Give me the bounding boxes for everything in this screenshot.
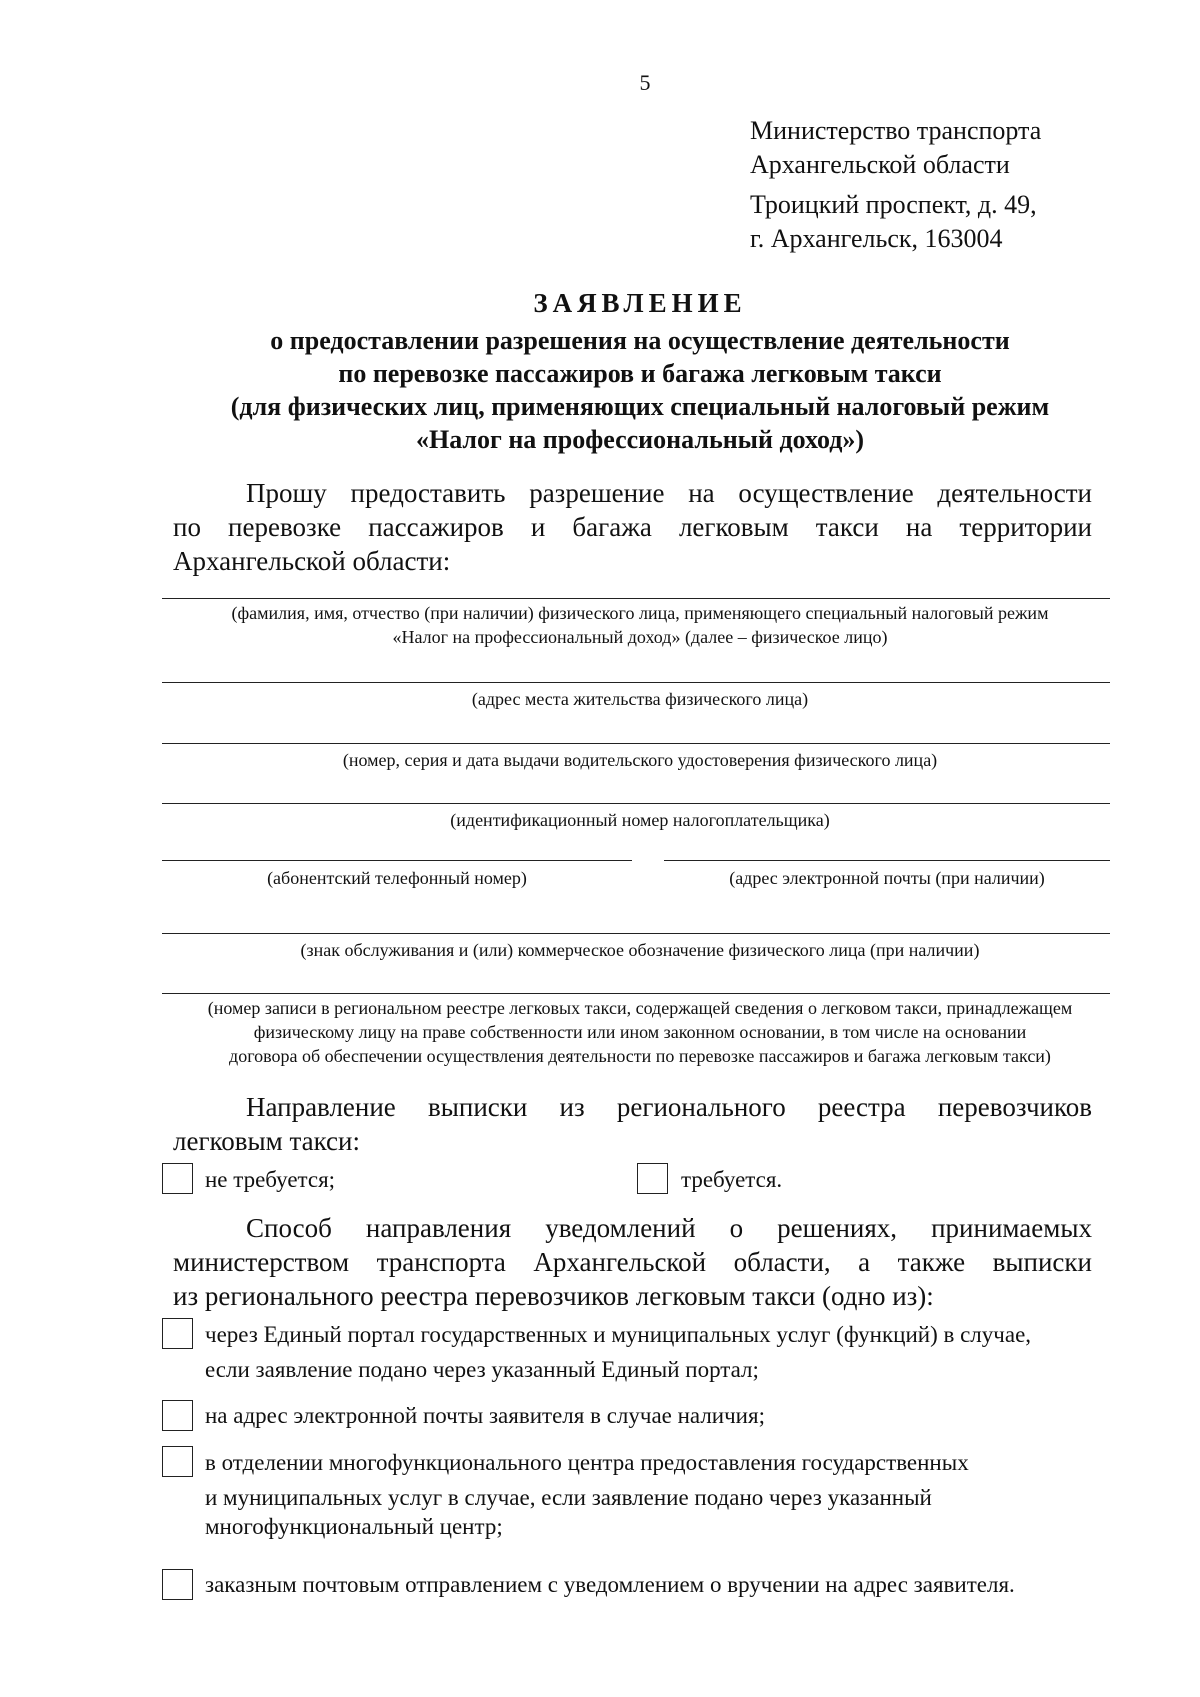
email-caption: (адрес электронной почты (при наличии) bbox=[729, 868, 1045, 888]
intro-line-3: Архангельской области: bbox=[173, 546, 451, 576]
notify-mail-label: заказным почтовым отправлением с уведомлением о вручении на адрес заявителя. bbox=[205, 1572, 1015, 1597]
recipient-line-3: Троицкий проспект, д. 49, bbox=[750, 190, 1037, 219]
fio-caption-2: «Налог на профессиональный доход» (далее – физическое лицо) bbox=[392, 627, 888, 647]
title-line-1: о предоставлении разрешения на осуществление деятельности bbox=[270, 326, 1010, 355]
notification-line-3: из регионального реестра перевозчиков легковым такси (одно из): bbox=[173, 1281, 934, 1311]
recipient-line-1: Министерство транспорта bbox=[750, 116, 1042, 145]
extract-not-required-label: не требуется; bbox=[205, 1167, 336, 1192]
extract-line-2: легковым такси: bbox=[173, 1126, 360, 1156]
notification-line-1: Способ направления уведомлений о решениях, принимаемых bbox=[246, 1213, 1092, 1243]
registry-input-line[interactable] bbox=[162, 993, 1110, 994]
notify-email-label: на адрес электронной почты заявителя в случае наличия; bbox=[205, 1403, 765, 1428]
brand-input-line[interactable] bbox=[162, 933, 1110, 934]
registry-caption-3: договора об обеспечении осуществления деятельности по перевозке пассажиров и багажа легковым такси) bbox=[229, 1046, 1051, 1066]
notify-mfc-checkbox[interactable] bbox=[162, 1446, 193, 1477]
notify-portal-label-1: через Единый портал государственных и муниципальных услуг (функций) в случае, bbox=[205, 1322, 1032, 1347]
registry-caption-2: физическому лицу на праве собственности или ином законном основании, в том числе на основании bbox=[253, 1022, 1027, 1042]
title-line-3: (для физических лиц, применяющих специальный налоговый режим bbox=[230, 392, 1050, 421]
intro-line-2: по перевозке пассажиров и багажа легковым такси на территории bbox=[173, 512, 1092, 542]
address-input-line[interactable] bbox=[162, 682, 1110, 683]
title-line-4: «Налог на профессиональный доход») bbox=[415, 425, 865, 454]
notify-mfc-label-1: в отделении многофункционального центра предоставления государственных bbox=[205, 1450, 969, 1475]
recipient-line-4: г. Архангельск, 163004 bbox=[750, 224, 1003, 253]
inn-caption: (идентификационный номер налогоплательщика) bbox=[450, 810, 830, 830]
notify-mail-checkbox[interactable] bbox=[162, 1569, 193, 1600]
address-caption: (адрес места жительства физического лица) bbox=[471, 689, 809, 709]
phone-input-line[interactable] bbox=[162, 860, 632, 861]
extract-line-1: Направление выписки из регионального реестра перевозчиков bbox=[246, 1092, 1092, 1122]
license-caption: (номер, серия и дата выдачи водительского удостоверения физического лица) bbox=[342, 750, 938, 770]
notify-portal-label-2: если заявление подано через указанный Единый портал; bbox=[205, 1357, 759, 1382]
license-input-line[interactable] bbox=[162, 743, 1110, 744]
inn-input-line[interactable] bbox=[162, 803, 1110, 804]
document-heading: ЗАЯВЛЕНИЕ bbox=[533, 288, 747, 318]
fio-caption-1: (фамилия, имя, отчество (при наличии) физического лица, применяющего специальный налоговый режим bbox=[231, 603, 1049, 623]
notification-line-2: министерством транспорта Архангельской области, а также выписки bbox=[173, 1247, 1092, 1277]
brand-caption: (знак обслуживания и (или) коммерческое обозначение физического лица (при наличии) bbox=[300, 940, 980, 960]
email-input-line[interactable] bbox=[664, 860, 1110, 861]
notify-email-checkbox[interactable] bbox=[162, 1400, 193, 1431]
notify-portal-checkbox[interactable] bbox=[162, 1318, 193, 1349]
intro-line-1: Прошу предоставить разрешение на осуществление деятельности bbox=[246, 478, 1092, 508]
notify-mfc-label-2: и муниципальных услуг в случае, если заявление подано через указанный bbox=[205, 1485, 932, 1510]
fio-input-line[interactable] bbox=[162, 598, 1110, 599]
title-line-2: по перевозке пассажиров и багажа легковым такси bbox=[338, 359, 942, 388]
registry-caption-1: (номер записи в региональном реестре легковых такси, содержащей сведения о легковом такси, принадлежащем bbox=[207, 998, 1073, 1018]
page-number: 5 bbox=[639, 70, 651, 95]
extract-required-checkbox[interactable] bbox=[637, 1163, 668, 1194]
extract-required-label: требуется. bbox=[681, 1167, 783, 1192]
recipient-line-2: Архангельской области bbox=[750, 150, 1010, 179]
notify-mfc-label-3: многофункциональный центр; bbox=[205, 1514, 503, 1539]
extract-not-required-checkbox[interactable] bbox=[162, 1163, 193, 1194]
phone-caption: (абонентский телефонный номер) bbox=[267, 868, 527, 888]
